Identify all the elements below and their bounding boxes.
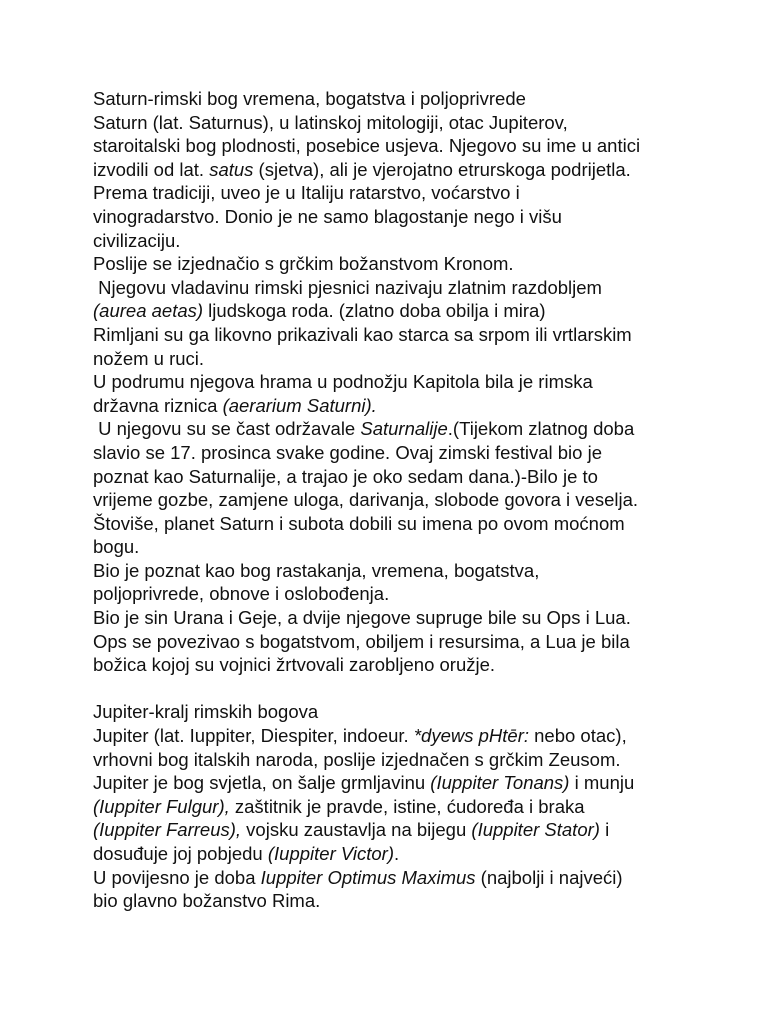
- text-line: [93, 134, 693, 158]
- text-segment: vrijeme gozbe, zamjene uloga, darivanja, slobode govora i veselja.: [93, 489, 639, 511]
- italic-text: Iuppiter Optimus Maximus: [260, 866, 476, 888]
- text-segment: Prema tradiciji, uveo je u Italiju ratarstvo, voćarstvo i: [93, 182, 520, 204]
- text-segment: .: [394, 843, 400, 864]
- text-line: [93, 441, 693, 465]
- text-segment: Njegovu vladavinu rimski pjesnici nazivaju zlatnim razdobljem: [93, 276, 602, 298]
- text-segment: nožem u ruci.: [93, 347, 205, 369]
- text-line: [93, 323, 693, 347]
- text-line: [93, 276, 693, 300]
- text-line: [93, 559, 693, 583]
- text-segment: Bio je sin Urana i Geje, a dvije njegove supruge bile su Ops i Lua.: [93, 607, 631, 629]
- paragraph-spacer: [93, 677, 693, 701]
- section-saturn: [93, 87, 693, 677]
- text-line: [93, 417, 693, 441]
- text-segment: vinogradarstvo. Donio je ne samo blagostanje nego i višu: [93, 205, 562, 227]
- text-line: [93, 347, 693, 371]
- text-segment: nebo otac),: [529, 725, 627, 747]
- text-line: [93, 252, 693, 276]
- text-line: [93, 535, 693, 559]
- italic-text: satus: [209, 158, 254, 180]
- text-segment: U povijesno je doba: [93, 866, 261, 888]
- text-line: [93, 181, 693, 205]
- text-segment: Bio je poznat kao bog rastakanja, vremena, bogatstva,: [93, 559, 540, 581]
- text-segment: slavio se 17. prosinca svake godine. Ovaj zimski festival bio je: [93, 441, 602, 463]
- text-line: [93, 205, 693, 229]
- text-segment: U podrumu njegova hrama u podnožju Kapitola bila je rimska: [93, 371, 593, 393]
- document-text: [93, 87, 693, 913]
- text-line: [93, 889, 693, 913]
- italic-text: (Iuppiter Fulgur),: [93, 795, 230, 817]
- italic-text: (aurea aetas): [93, 300, 204, 322]
- text-line: [93, 842, 693, 866]
- section-jupiter: [93, 700, 693, 912]
- text-line: [93, 111, 693, 135]
- text-segment: Ops se povezivao s bogatstvom, obiljem i resursima, a Lua je bila: [93, 630, 630, 652]
- text-segment: ljudskoga roda. (zlatno doba obilja i mira): [203, 300, 546, 322]
- text-line: [93, 229, 693, 253]
- text-segment: .(Tijekom zlatnog doba: [447, 418, 635, 440]
- text-line: [93, 465, 693, 489]
- italic-text: (Iuppiter Victor): [267, 843, 394, 864]
- text-segment: Rimljani su ga likovno prikazivali kao starca sa srpom ili vrtlarskim: [93, 323, 632, 345]
- text-segment: U njegovu su se čast održavale: [93, 418, 361, 440]
- text-segment: zaštitnik je pravde, istine, ćudoređa i braka: [229, 795, 585, 817]
- text-line: [93, 512, 693, 536]
- italic-text: (Iuppiter Tonans): [430, 772, 570, 794]
- paragraph-lines: [93, 724, 693, 913]
- text-line: [93, 818, 693, 842]
- text-segment: Štoviše, planet Saturn i subota dobili su imena po ovom moćnom: [93, 512, 625, 534]
- text-segment: vojsku zaustavlja na bijegu: [241, 819, 472, 841]
- text-line: [93, 630, 693, 654]
- italic-text: (Iuppiter Farreus),: [93, 819, 242, 841]
- text-line: [93, 653, 693, 677]
- text-line: [93, 748, 693, 772]
- text-segment: poznat kao Saturnalije, a trajao je oko sedam dana.)-Bilo je to: [93, 465, 598, 487]
- text-segment: bio glavno božanstvo Rima.: [93, 890, 321, 912]
- text-line: [93, 158, 693, 182]
- text-line: [93, 299, 693, 323]
- text-segment: vrhovni bog italskih naroda, poslije izjednačen s grčkim Zeusom.: [93, 748, 621, 770]
- text-segment: bogu.: [93, 536, 140, 558]
- text-segment: državna riznica: [93, 394, 223, 416]
- text-segment: i: [599, 819, 610, 841]
- text-line: [93, 488, 693, 512]
- text-line: [93, 582, 693, 606]
- text-segment: (najbolji i najveći): [475, 866, 623, 888]
- section-title: Jupiter-kralj rimskih bogova: [93, 701, 319, 723]
- text-segment: Saturn (lat. Saturnus), u latinskoj mitologiji, otac Jupiterov,: [93, 111, 568, 133]
- text-line: [93, 370, 693, 394]
- italic-text: (aerarium Saturni).: [222, 394, 377, 416]
- text-segment: (sjetva), ali je vjerojatno etrurskoga podrijetla.: [253, 158, 631, 180]
- text-line: [93, 724, 693, 748]
- text-line: [93, 866, 693, 890]
- text-segment: civilizaciju.: [93, 229, 181, 251]
- text-segment: Jupiter je bog svjetla, on šalje grmljavinu: [93, 772, 431, 794]
- text-segment: božica kojoj su vojnici žrtvovali zarobljeno oružje.: [93, 654, 496, 676]
- text-segment: poljoprivrede, obnove i oslobođenja.: [93, 583, 390, 605]
- text-segment: staroitalski bog plodnosti, posebice usjeva. Njegovo su ime u antici: [93, 135, 641, 157]
- text-line: [93, 606, 693, 630]
- text-segment: izvodili od lat.: [93, 158, 210, 180]
- paragraph-lines: [93, 111, 693, 677]
- text-segment: Jupiter (lat. Iuppiter, Diespiter, indoeur.: [93, 725, 414, 747]
- text-line: [93, 394, 693, 418]
- text-segment: Poslije se izjednačio s grčkim božanstvom Kronom.: [93, 253, 514, 275]
- text-line: [93, 795, 693, 819]
- italic-text: (Iuppiter Stator): [471, 819, 600, 841]
- text-segment: dosuđuje joj pobjedu: [93, 843, 268, 864]
- italic-text: *dyews pHtēr:: [413, 725, 529, 747]
- section-title: Saturn-rimski bog vremena, bogatstva i poljoprivrede: [93, 88, 526, 109]
- text-line: [93, 771, 693, 795]
- italic-text: Saturnalije: [360, 418, 448, 440]
- text-segment: i munju: [569, 772, 635, 794]
